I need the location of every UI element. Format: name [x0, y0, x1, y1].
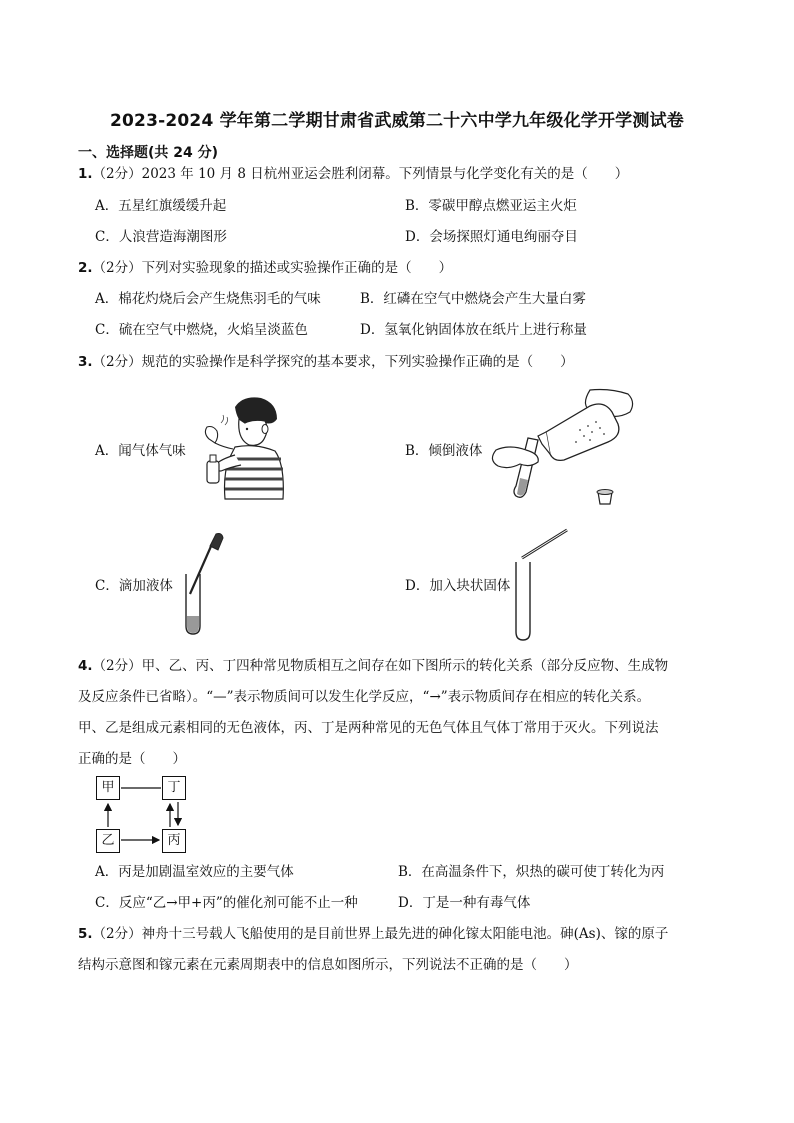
page-title: 2023-2024 学年第二学期甘肃省武威第二十六中学九年级化学开学测试卷 — [109, 111, 684, 131]
question-1-stem — [78, 164, 628, 184]
q4-option-a[interactable]: A．丙是加剧温室效应的主要气体 — [95, 864, 294, 880]
question-text-line: 及反应条件已省略）。“—”表示物质间可以发生化学反应，“→”表示物质间存在相应的转化关系。 — [78, 689, 651, 705]
question-score: （2分） — [92, 658, 142, 674]
q1-option-b[interactable]: B．零碳甲醇点燃亚运主火炬 — [405, 198, 577, 214]
question-text-line: 甲、乙、丙、丁四种常见物质相互之间存在如下图所示的转化关系（部分反应物、生成物 — [141, 658, 669, 674]
question-number: 4. — [78, 658, 93, 674]
question-3-stem — [78, 352, 574, 372]
question-text: 下列对实验现象的描述或实验操作正确的是（ ） — [141, 260, 453, 276]
question-text-line: 甲、乙是组成元素相同的无色液体，丙、丁是两种常见的无色气体且气体丁常用于灭火。下列说法 — [78, 720, 659, 736]
section-heading-choice: 一、选择题(共 24 分) — [78, 145, 219, 161]
question-score: （2分） — [92, 166, 142, 182]
question-score: （2分） — [92, 354, 142, 370]
q2-option-d[interactable]: D．氢氧化钠固体放在纸片上进行称量 — [360, 322, 587, 338]
diagram-node-bing: 丙 — [162, 829, 186, 853]
question-score: （2分） — [92, 260, 142, 276]
question-number: 5. — [78, 926, 93, 942]
question-number: 1. — [78, 166, 93, 182]
q3-option-d[interactable]: D．加入块状固体 — [405, 578, 511, 594]
question-2-stem — [78, 258, 452, 278]
q4-option-c[interactable]: C．反应“乙→甲+丙”的催化剂可能不止一种 — [95, 895, 358, 911]
q1-option-d[interactable]: D．会场探照灯通电绚丽夺目 — [405, 229, 578, 245]
question-text: 规范的实验操作是科学探究的基本要求，下列实验操作正确的是（ ） — [141, 354, 574, 370]
illustration-pour-liquid — [480, 388, 640, 513]
q3-option-a[interactable]: A．闻气体气味 — [95, 443, 186, 459]
diagram-node-yi: 乙 — [96, 829, 120, 853]
question-number: 3. — [78, 354, 93, 370]
q3-option-b[interactable]: B．倾倒液体 — [405, 443, 483, 459]
question-5-stem — [78, 919, 718, 981]
question-number: 2. — [78, 260, 93, 276]
q4-option-d[interactable]: D．丁是一种有毒气体 — [398, 895, 531, 911]
illustration-smell-gas — [195, 395, 290, 500]
q2-option-b[interactable]: B．红磷在空气中燃烧会产生大量白雾 — [360, 291, 586, 307]
q3-option-c[interactable]: C．滴加液体 — [95, 578, 173, 594]
question-text-line: 神舟十三号载人飞船使用的是目前世界上最先进的砷化镓太阳能电池。砷(As)、镓的原子 — [141, 926, 669, 942]
question-text: 2023 年 10 月 8 日杭州亚运会胜利闭幕。下列情景与化学变化有关的是（ ） — [141, 166, 629, 182]
question-4-stem — [78, 651, 718, 775]
diagram-node-ding: 丁 — [162, 776, 186, 800]
q4-option-b[interactable]: B．在高温条件下，炽热的碳可使丁转化为丙 — [398, 864, 665, 880]
q2-option-a[interactable]: A．棉花灼烧后会产生烧焦羽毛的气味 — [95, 291, 321, 307]
question-text-line: 结构示意图和镓元素在元素周期表中的信息如图所示，下列说法不正确的是（ ） — [78, 957, 578, 973]
question-text-line: 正确的是（ ） — [78, 751, 186, 767]
q1-option-c[interactable]: C．人浪营造海潮图形 — [95, 229, 227, 245]
q2-option-c[interactable]: C．硫在空气中燃烧，火焰呈淡蓝色 — [95, 322, 308, 338]
illustration-drop-liquid — [182, 534, 227, 639]
q1-option-a[interactable]: A．五星红旗缓缓升起 — [95, 198, 227, 214]
question-score: （2分） — [92, 926, 142, 942]
illustration-add-solid — [512, 526, 574, 644]
diagram-node-jia: 甲 — [96, 776, 120, 800]
